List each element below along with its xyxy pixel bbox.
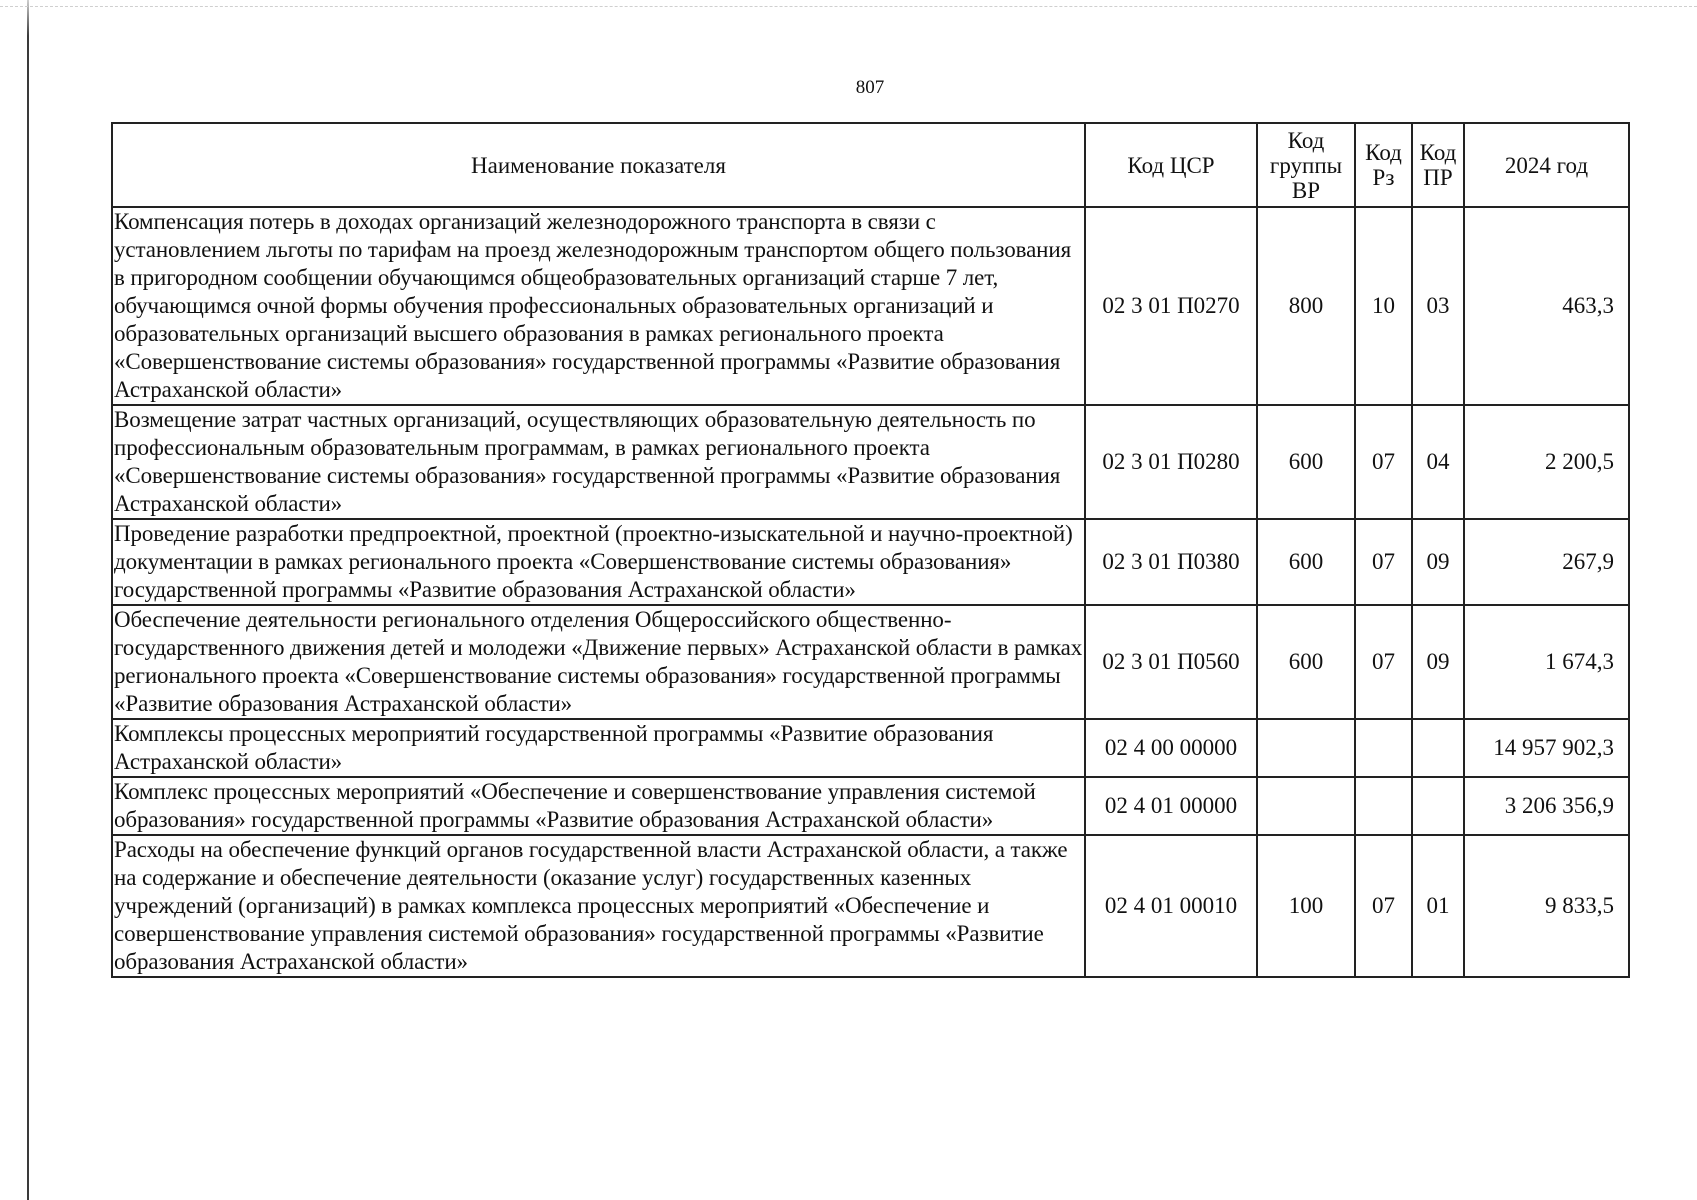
- table-row: [112, 835, 1629, 977]
- table-row: [112, 207, 1629, 405]
- header-csr: Код ЦСР: [1085, 123, 1257, 207]
- row-vr: [1257, 777, 1355, 835]
- row-amount: 9 833,5: [1464, 835, 1629, 977]
- row-name: Проведение разработки предпроектной, проектной (проектно-изыскательной и научно-проектной) документации в рамках регионального проекта «Совершенствование системы образования» государственной программы «Развитие образования Астраханской области»: [112, 519, 1085, 605]
- row-name: Возмещение затрат частных организаций, осуществляющих образовательную деятельность по профессиональным образовательным программам, в рамках регионального проекта «Совершенствование системы образования» государственной программы «Развитие образования Астраханской области»: [112, 405, 1085, 519]
- row-pr: [1412, 777, 1464, 835]
- row-rz: 07: [1355, 835, 1412, 977]
- row-csr: 02 4 01 00010: [1085, 835, 1257, 977]
- row-amount: 1 674,3: [1464, 605, 1629, 719]
- row-amount: 463,3: [1464, 207, 1629, 405]
- row-csr: 02 3 01 П0380: [1085, 519, 1257, 605]
- row-pr: 04: [1412, 405, 1464, 519]
- row-name: Обеспечение деятельности регионального отделения Общероссийского общественно-государственного движения детей и молодежи «Движение первых» Астраханской области в рамках регионального проекта «Совершенствование системы образования» государственной программы «Развитие образования Астраханской области»: [112, 605, 1085, 719]
- scan-edge-top: [0, 6, 1697, 8]
- row-csr: 02 3 01 П0560: [1085, 605, 1257, 719]
- table-row: [112, 605, 1629, 719]
- row-pr: 01: [1412, 835, 1464, 977]
- row-name: Расходы на обеспечение функций органов государственной власти Астраханской области, а также на содержание и обеспечение деятельности (оказание услуг) государственных казенных учреждений (организаций) в рамках комплекса процессных мероприятий «Обеспечение и совершенствование управления системой образования» государственной программы «Развитие образования Астраханской области»: [112, 835, 1085, 977]
- row-vr: 800: [1257, 207, 1355, 405]
- row-amount: 2 200,5: [1464, 405, 1629, 519]
- table-row: [112, 719, 1629, 777]
- row-pr: 09: [1412, 605, 1464, 719]
- row-csr: 02 4 00 00000: [1085, 719, 1257, 777]
- row-rz: 07: [1355, 605, 1412, 719]
- row-csr: 02 3 01 П0270: [1085, 207, 1257, 405]
- scan-edge: [27, 0, 29, 1200]
- row-rz: 07: [1355, 405, 1412, 519]
- row-rz: [1355, 777, 1412, 835]
- header-rz: Код Рз: [1355, 123, 1412, 207]
- row-name: Комплексы процессных мероприятий государственной программы «Развитие образования Астраханской области»: [112, 719, 1085, 777]
- row-amount: 267,9: [1464, 519, 1629, 605]
- header-amount: 2024 год: [1464, 123, 1629, 207]
- page-number: 807: [855, 77, 885, 98]
- row-amount: 3 206 356,9: [1464, 777, 1629, 835]
- table-row: [112, 405, 1629, 519]
- row-csr: 02 4 01 00000: [1085, 777, 1257, 835]
- header-name: Наименование показателя: [112, 123, 1085, 207]
- row-pr: 03: [1412, 207, 1464, 405]
- row-pr: [1412, 719, 1464, 777]
- row-pr: 09: [1412, 519, 1464, 605]
- row-vr: [1257, 719, 1355, 777]
- row-rz: [1355, 719, 1412, 777]
- row-csr: 02 3 01 П0280: [1085, 405, 1257, 519]
- table-row: [112, 519, 1629, 605]
- row-vr: 600: [1257, 519, 1355, 605]
- table-header-row: [112, 123, 1629, 207]
- row-vr: 600: [1257, 405, 1355, 519]
- row-rz: 10: [1355, 207, 1412, 405]
- row-name: Комплекс процессных мероприятий «Обеспечение и совершенствование управления системой образования» государственной программы «Развитие образования Астраханской области»: [112, 777, 1085, 835]
- budget-table: [111, 122, 1630, 978]
- row-amount: 14 957 902,3: [1464, 719, 1629, 777]
- table-row: [112, 777, 1629, 835]
- row-name: Компенсация потерь в доходах организаций железнодорожного транспорта в связи с установлением льготы по тарифам на проезд железнодорожным транспортом общего пользования в пригородном сообщении обучающимся общеобразовательных организаций старше 7 лет, обучающимся очной формы обучения профессиональных образовательных организаций и образовательных организаций высшего образования в рамках регионального проекта «Совершенствование системы образования» государственной программы «Развитие образования Астраханской области»: [112, 207, 1085, 405]
- row-vr: 100: [1257, 835, 1355, 977]
- row-rz: 07: [1355, 519, 1412, 605]
- header-vr: Код группы ВР: [1257, 123, 1355, 207]
- row-vr: 600: [1257, 605, 1355, 719]
- header-pr: Код ПР: [1412, 123, 1464, 207]
